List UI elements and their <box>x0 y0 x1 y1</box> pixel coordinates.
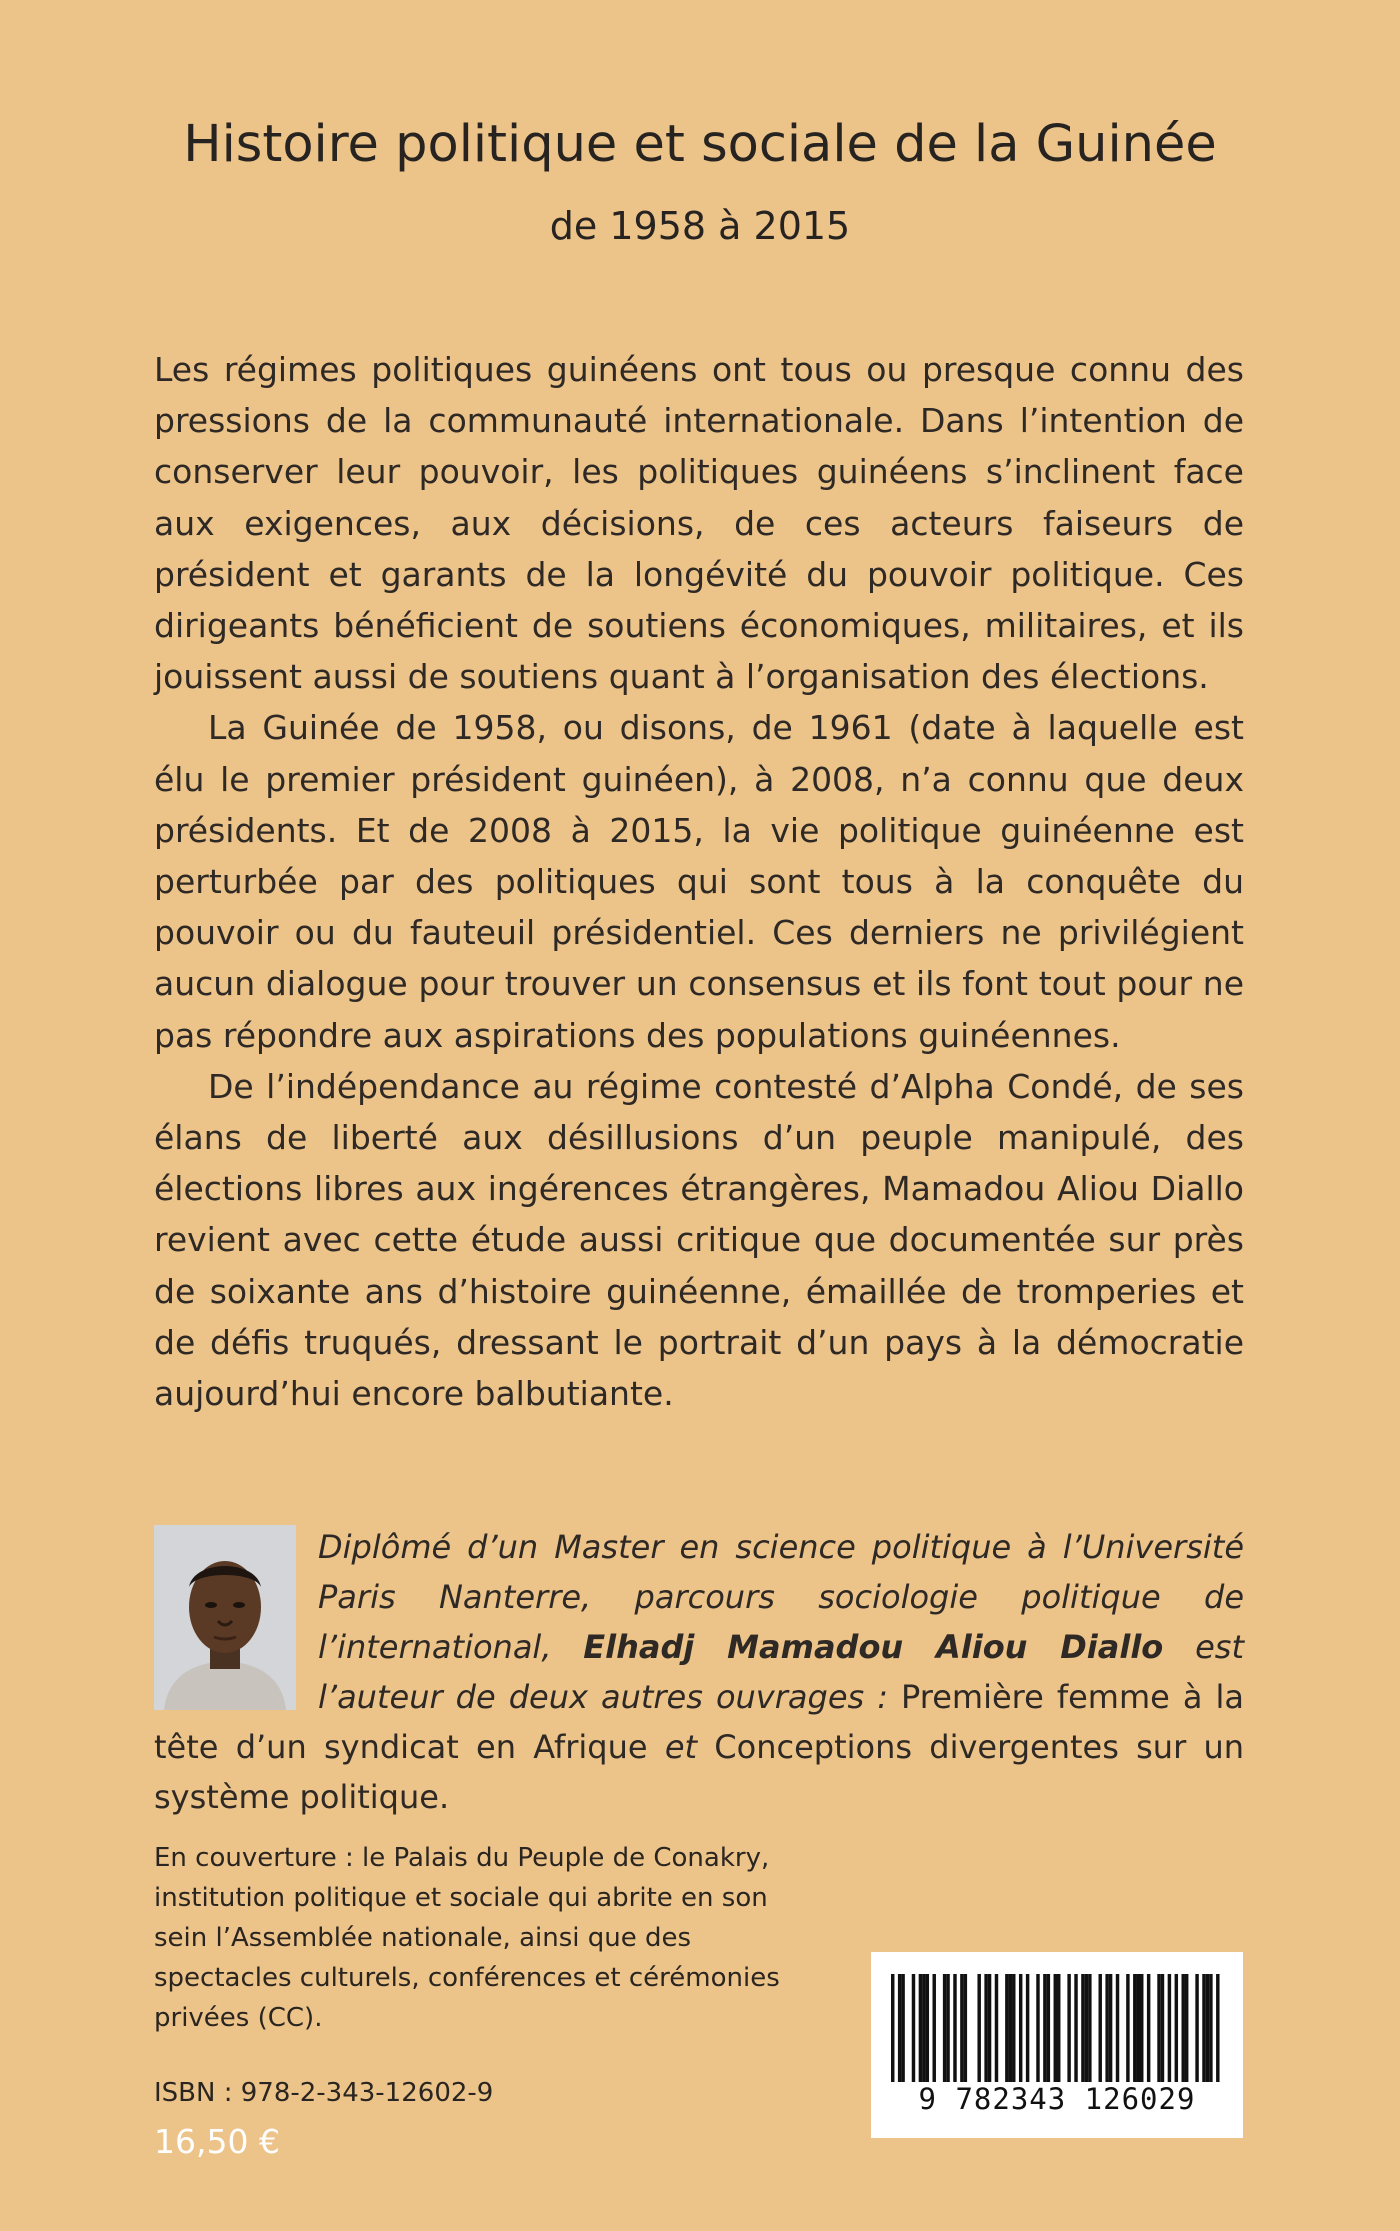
summary-paragraph: De l’indépendance au régime contesté d’Alpha Condé, de ses élans de liberté aux désillusions d’un peuple manipulé, des élections libres aux ingérences étrangères, Mamadou Aliou Diallo revient avec cette étude aussi critique que documentée sur près de soixante ans d’histoire guinéenne, émaillée de tromperies et de défis truqués, dressant le portrait d’un pays à la démocratie aujourd’hui encore balbutiante. <box>154 1066 1244 1414</box>
cover-caption: En couverture : le Palais du Peuple de Conakry, institution politique et sociale qui abrite en son sein l’Assemblée nationale, ainsi que des spectacles culturels, conférences et cérémonies privées (CC). <box>154 1843 780 2033</box>
book-title: Histoire politique et sociale de la Guinée <box>183 115 1217 174</box>
bio-book-2: Conceptions divergentes sur un système politique. <box>154 1728 1245 1816</box>
bio-mid: est l’auteur de deux autres ouvrages : <box>318 1628 1244 1716</box>
book-subtitle: de 1958 à 2015 <box>549 204 851 248</box>
author-name: Elhadj Mamadou Aliou Diallo <box>583 1628 1164 1666</box>
barcode <box>871 1952 1243 2138</box>
summary-paragraph: La Guinée de 1958, ou disons, de 1961 (date à laquelle est élu le premier président guinéen), à 2008, n’a connu que deux présidents. Et de 2008 à 2015, la vie politique guinéenne est perturbée par des politiques qui sont tous à la conquête du pouvoir ou du fauteuil présidentiel. Ces derniers ne privilégient aucun dialogue pour trouver un consensus et ils font tout pour ne pas répondre aux aspirations des populations guinéennes. <box>154 708 1244 1055</box>
author-bio <box>154 1522 1244 1822</box>
bio-book-1: Première femme à la tête d’un syndicat en Afrique <box>154 1678 1245 1766</box>
isbn: ISBN : 978-2-343-12602-9 <box>154 2078 494 2108</box>
summary-text <box>154 344 1244 1419</box>
bio-intro: Diplômé d’un Master en science politique à l’Université Paris Nanterre, parcours sociologie politique de l’international, <box>318 1528 1244 1666</box>
barcode-icon <box>891 1974 1223 2082</box>
barcode-digits: 9 782343 126029 <box>918 2082 1196 2116</box>
bio-connector: et <box>664 1728 698 1766</box>
price: 16,50 € <box>154 2122 280 2161</box>
summary-paragraph: Les régimes politiques guinéens ont tous ou presque connu des pressions de la communauté internationale. Dans l’intention de conserver leur pouvoir, les politiques guinéens s’inclinent face aux exigences, aux décisions, de ces acteurs faiseurs de président et garants de la longévité du pouvoir politique. Ces dirigeants bénéficient de soutiens économiques, militaires, et ils jouissent aussi de soutiens quant à l’organisation des élections. <box>154 350 1244 697</box>
